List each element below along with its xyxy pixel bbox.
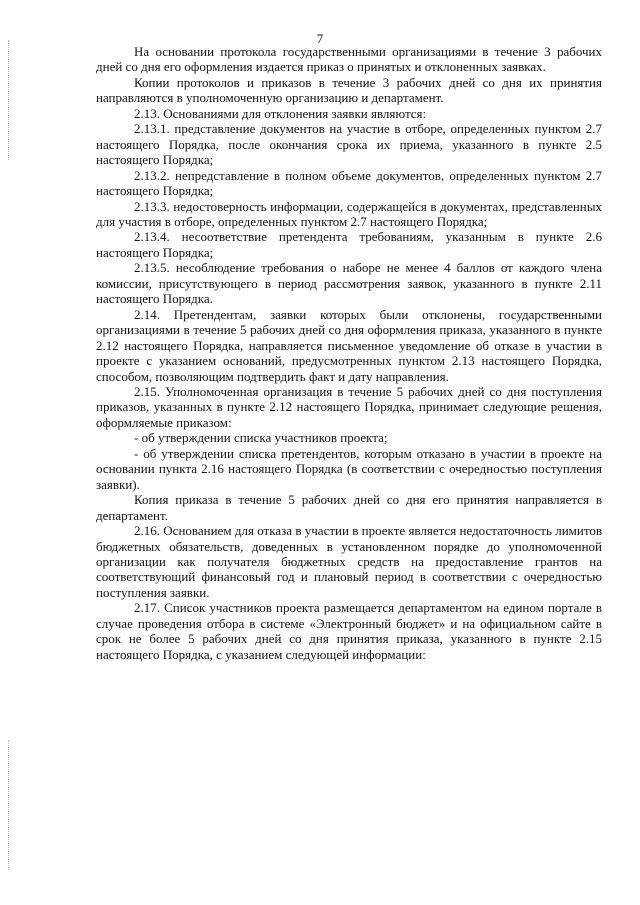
paragraph-2-13: 2.13. Основаниями для отклонения заявки являются: xyxy=(134,105,427,121)
paragraph-2-13-1: 2.13.1. представление документов на участие в отборе, определенных пунктом 2.7 настоящего Порядка, после окончания срока их приема, указанного в пункте 2.5 настоящего Порядка; xyxy=(96,121,602,168)
paragraph-2-13-3: 2.13.3. недостоверность информации, содержащейся в документах, представленных для участия в отборе, определенных пунктом 2.7 настоящего Порядка; xyxy=(96,198,602,229)
paragraph-2-13-2: 2.13.2. непредставление в полном объеме документов, определенных пунктом 2.7 настоящего Порядка; xyxy=(96,167,602,199)
paragraph-2-13-4: 2.13.4. несоответствие претендента требованиям, указанным в пункте 2.6 настоящего Порядка; xyxy=(96,229,602,260)
list-item-participants: - об утверждении списка участников проекта; xyxy=(134,430,388,446)
document-body xyxy=(96,44,602,662)
page-number: 7 xyxy=(316,31,324,46)
paragraph-copies-sent: Копии протоколов и приказов в течение 3 рабочих дней со дня их принятия направляются в уполномоченную организацию и департамент. xyxy=(96,74,602,106)
paragraph-2-13-5: 2.13.5. несоблюдение требования о наборе не менее 4 баллов от каждого члена комиссии, присутствующего в период рассмотрения заявок, указанного в пункте 2.11 настоящего Порядка. xyxy=(96,260,602,307)
paragraph-2-16: 2.16. Основанием для отказа в участии в проекте является недостаточность лимитов бюджетных обязательств, доведенных в установленном порядке до уполномоченной организации как получателя бюджетных средств на предоставление грантов на соответствующий финансовый год и плановый период в соответствии с очередностью поступления заявки. xyxy=(96,523,602,600)
scan-margin-mark xyxy=(8,740,11,870)
paragraph-2-15: 2.15. Уполномоченная организация в течение 5 рабочих дней со дня поступления приказов, указанных в пункте 2.12 настоящего Порядка, принимает следующие решения, оформляемые приказом: xyxy=(96,383,602,430)
scan-margin-mark xyxy=(8,40,11,160)
paragraph-order-copy: Копия приказа в течение 5 рабочих дней со дня его принятия направляется в департамент. xyxy=(96,492,602,523)
paragraph-2-14: 2.14. Претендентам, заявки которых были отклонены, государственными организациями в течение 5 рабочих дней со дня оформления приказа, указанного в пункте 2.12 настоящего Порядка, направляется письменное уведомление об отказе в участии в проекте с указанием оснований, предусмотренных пунктом 2.13 настоящего Порядка, способом, позволяющим подтвердить факт и дату направления. xyxy=(96,306,602,384)
paragraph-2-17: 2.17. Список участников проекта размещается департаментом на едином портале в случае проведения отбора в системе «Электронный бюджет» и на официальном сайте в срок не более 5 рабочих дней со дня принятия приказа, указанного в пункте 2.15 настоящего Порядка, с указанием следующей информации: xyxy=(96,600,602,662)
list-item-refused: - об утверждении списка претендентов, которым отказано в участии в проекте на основании пункта 2.16 настоящего Порядка (в соответствии с очередностью поступления заявки). xyxy=(96,445,602,492)
paragraph-order-issued: На основании протокола государственными организациями в течение 3 рабочих дней со дня его оформления издается приказ о принятых и отклоненных заявках. xyxy=(96,44,602,75)
